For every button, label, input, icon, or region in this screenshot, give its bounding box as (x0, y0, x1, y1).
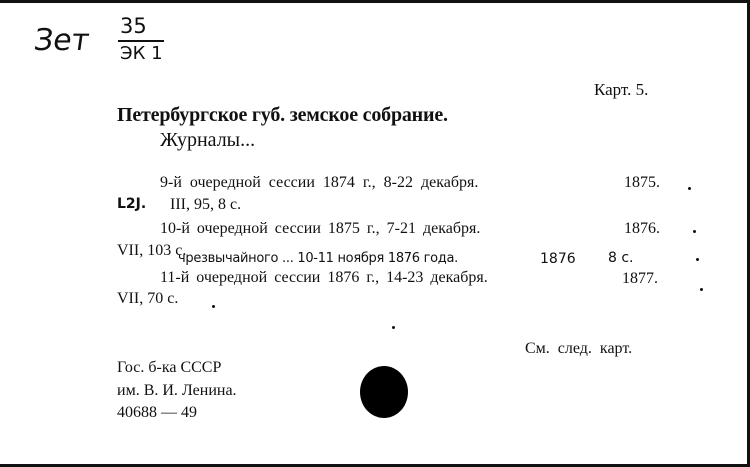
card-title: Петербургское губ. земское собрание. (117, 104, 448, 126)
handwritten-note-year: 1876 (540, 251, 576, 267)
shelf-fraction-line (118, 40, 164, 42)
card-top-edge (0, 0, 750, 3)
entry-1-year: 1875. (624, 174, 660, 191)
handwritten-note: чрезвычайного ... 10-11 ноября 1876 года. (178, 251, 458, 266)
speck-mark (212, 305, 215, 308)
entry-3-details: VII, 70 с. (117, 290, 179, 307)
library-stamp-line-1: Гос. б-ка СССР (117, 359, 222, 376)
speck-mark (700, 288, 703, 291)
library-stamp-line-2: им. В. И. Ленина. (117, 382, 237, 399)
card-subtitle: Журналы... (160, 129, 256, 151)
handwritten-note-volume: 8 с. (608, 250, 634, 266)
shelf-number-top: 35 (120, 14, 147, 38)
card-number: Карт. 5. (594, 80, 649, 99)
entry-2-details: VII, 103 с. (117, 242, 187, 259)
card-punch-hole (360, 366, 408, 418)
speck-mark (693, 230, 696, 233)
library-stamp-line-3: 40688 — 49 (117, 404, 197, 421)
speck-mark (392, 326, 395, 329)
shelf-code: Зет (31, 23, 92, 58)
entry-1-description: 9-й очередной сессии 1874 г., 8-22 декабря. (160, 174, 479, 191)
speck-mark (688, 187, 691, 190)
entry-3-year: 1877. (622, 270, 658, 287)
speck-mark (696, 258, 699, 261)
entry-1-handwritten-mark: L2J. (117, 196, 147, 212)
entry-2-year: 1876. (624, 220, 660, 237)
entry-2-description: 10-й очередной сессии 1875 г., 7-21 декабря. (160, 220, 481, 237)
entry-3-description: 11-й очередной сессии 1876 г., 14-23 декабря. (160, 269, 488, 286)
see-next-card: См. след. карт. (525, 340, 633, 357)
shelf-number-bottom: ЭК 1 (120, 43, 163, 64)
entry-1-details: III, 95, 8 с. (170, 196, 242, 213)
